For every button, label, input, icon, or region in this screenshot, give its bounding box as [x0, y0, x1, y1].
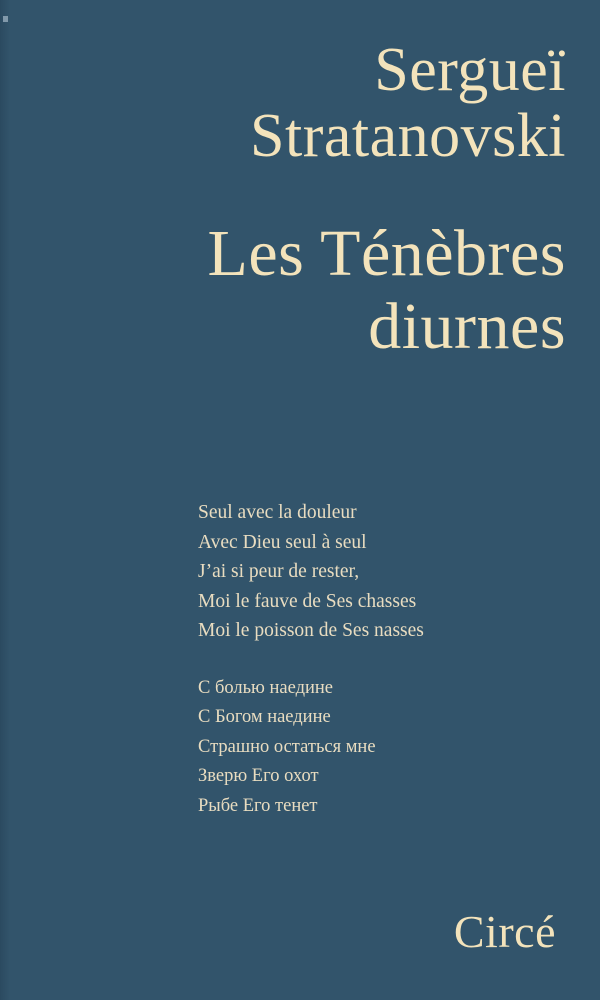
poem-verse: Moi le fauve de Ses chasses: [198, 590, 417, 612]
publisher-name: Circé: [453, 906, 556, 957]
poem-verse: J’ai si peur de rester,: [198, 561, 360, 582]
poem-verse: Зверю Его охот: [198, 766, 319, 786]
poem-verse: Страшно остаться мне: [198, 736, 376, 757]
poem-verse: Seul avec la douleur: [198, 502, 357, 523]
author-line-1: Sergueï: [374, 36, 566, 104]
title-line-1: Les Ténèbres: [207, 217, 566, 290]
spine-mark: [3, 16, 8, 22]
poem-verse: Рыбе Его тенет: [198, 795, 318, 816]
poem-verse: Avec Dieu seul à seul: [198, 531, 367, 553]
title-line-2: diurnes: [368, 289, 566, 363]
cover-poem: [198, 498, 424, 821]
poem-verse: С болью наедине: [198, 677, 334, 698]
author-name: [0, 38, 566, 169]
author-line-2: Stratanovski: [250, 101, 566, 170]
poem-verse: Moi le poisson de Ses nasses: [198, 620, 424, 641]
poem-stanza-russian: [198, 674, 424, 822]
book-title: [0, 218, 566, 363]
poem-verse: С Богом наедине: [198, 707, 331, 727]
poem-stanza-french: [198, 498, 424, 646]
